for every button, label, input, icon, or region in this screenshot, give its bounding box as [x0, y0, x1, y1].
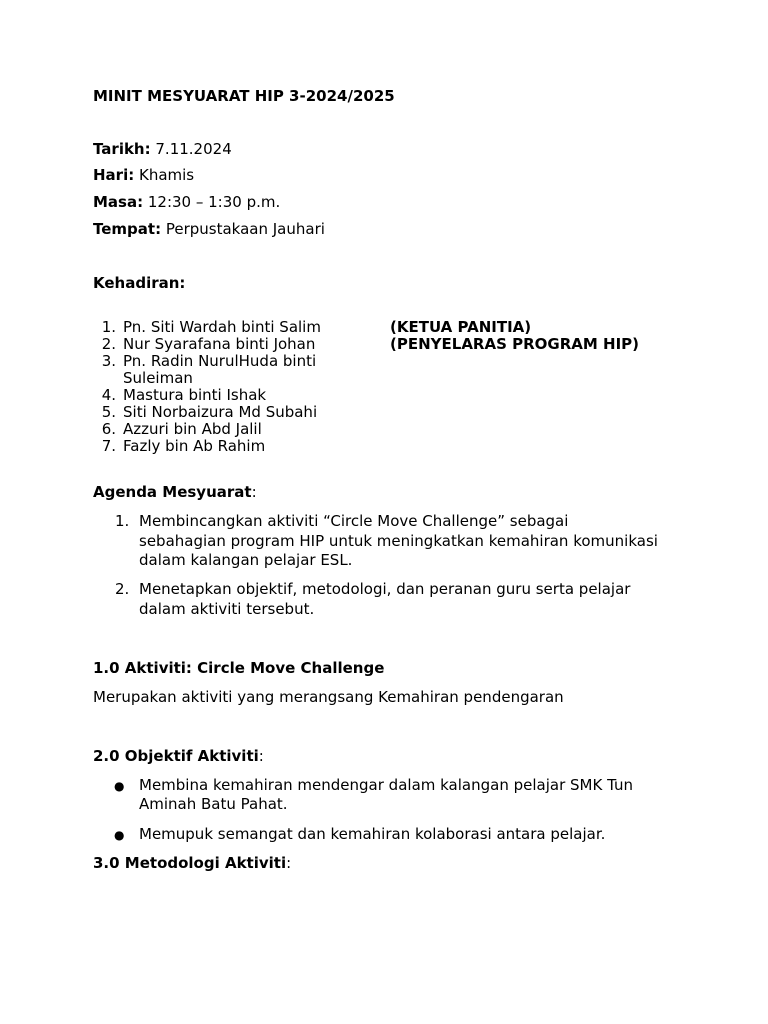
meta-tarikh [93, 140, 232, 158]
list-number: 3. [101, 352, 116, 370]
agenda-line: dalam kalangan pelajar ESL. [139, 551, 353, 569]
masa-label: Masa: [93, 193, 144, 211]
tempat-label: Tempat: [93, 220, 162, 238]
member-role: (PENYELARAS PROGRAM HIP) [390, 335, 640, 353]
agenda-line: Menetapkan objektif, metodologi, dan peranan guru serta pelajar [139, 580, 631, 598]
bullet-icon: ● [114, 779, 125, 793]
section-3-heading [93, 854, 291, 872]
list-number: 5. [101, 403, 116, 421]
member-name: Pn. Siti Wardah binti Salim [123, 318, 321, 336]
list-number: 2. [101, 335, 116, 353]
agenda-line: dalam aktiviti tersebut. [139, 600, 315, 618]
agenda-number: 2. [115, 580, 130, 598]
tempat-value: Perpustakaan Jauhari [161, 220, 325, 238]
agenda-heading-colon: : [251, 483, 257, 501]
list-number: 6. [101, 420, 116, 438]
bullet-line: Aminah Batu Pahat. [139, 795, 288, 813]
agenda-number: 1. [115, 512, 130, 530]
agenda-heading [93, 483, 257, 501]
hari-value: Khamis [134, 166, 195, 184]
hari-label: Hari: [93, 166, 135, 184]
meta-hari [93, 166, 194, 184]
member-name-continued: Suleiman [123, 369, 193, 387]
section-1-heading: 1.0 Aktiviti: Circle Move Challenge [93, 659, 385, 677]
masa-value: 12:30 – 1:30 p.m. [143, 193, 281, 211]
section-2-heading [93, 747, 264, 765]
bullet-line: Memupuk semangat dan kemahiran kolaborasi antara pelajar. [139, 825, 606, 843]
tarikh-value: 7.11.2024 [150, 140, 232, 158]
agenda-line: sebahagian program HIP untuk meningkatkan kemahiran komunikasi [139, 532, 658, 550]
agenda-heading-text: Agenda Mesyuarat [93, 483, 252, 501]
agenda-line: Membincangkan aktiviti “Circle Move Challenge” sebagai [139, 512, 569, 530]
bullet-icon: ● [114, 828, 125, 842]
section-2-heading-colon: : [258, 747, 264, 765]
section-3-heading-colon: : [286, 854, 292, 872]
member-name: Pn. Radin NurulHuda binti [123, 352, 317, 370]
section-1-text: Merupakan aktiviti yang merangsang Kemahiran pendengaran [93, 688, 564, 706]
member-name: Nur Syarafana binti Johan [123, 335, 316, 353]
bullet-line: Membina kemahiran mendengar dalam kalangan pelajar SMK Tun [139, 776, 633, 794]
section-3-heading-text: 3.0 Metodologi Aktiviti [93, 854, 287, 872]
kehadiran-heading: Kehadiran: [93, 274, 186, 292]
meta-masa [93, 193, 280, 211]
member-name: Azzuri bin Abd Jalil [123, 420, 262, 438]
meta-tempat [93, 220, 325, 238]
member-name: Siti Norbaizura Md Subahi [123, 403, 318, 421]
list-number: 4. [101, 386, 116, 404]
list-number: 1. [101, 318, 116, 336]
tarikh-label: Tarikh: [93, 140, 151, 158]
member-name: Mastura binti Ishak [123, 386, 267, 404]
member-name: Fazly bin Ab Rahim [123, 437, 266, 455]
list-number: 7. [101, 437, 116, 455]
section-2-heading-text: 2.0 Objektif Aktiviti [93, 747, 259, 765]
member-role: (KETUA PANITIA) [390, 318, 532, 336]
document-title: MINIT MESYUARAT HIP 3-2024/2025 [93, 87, 395, 105]
